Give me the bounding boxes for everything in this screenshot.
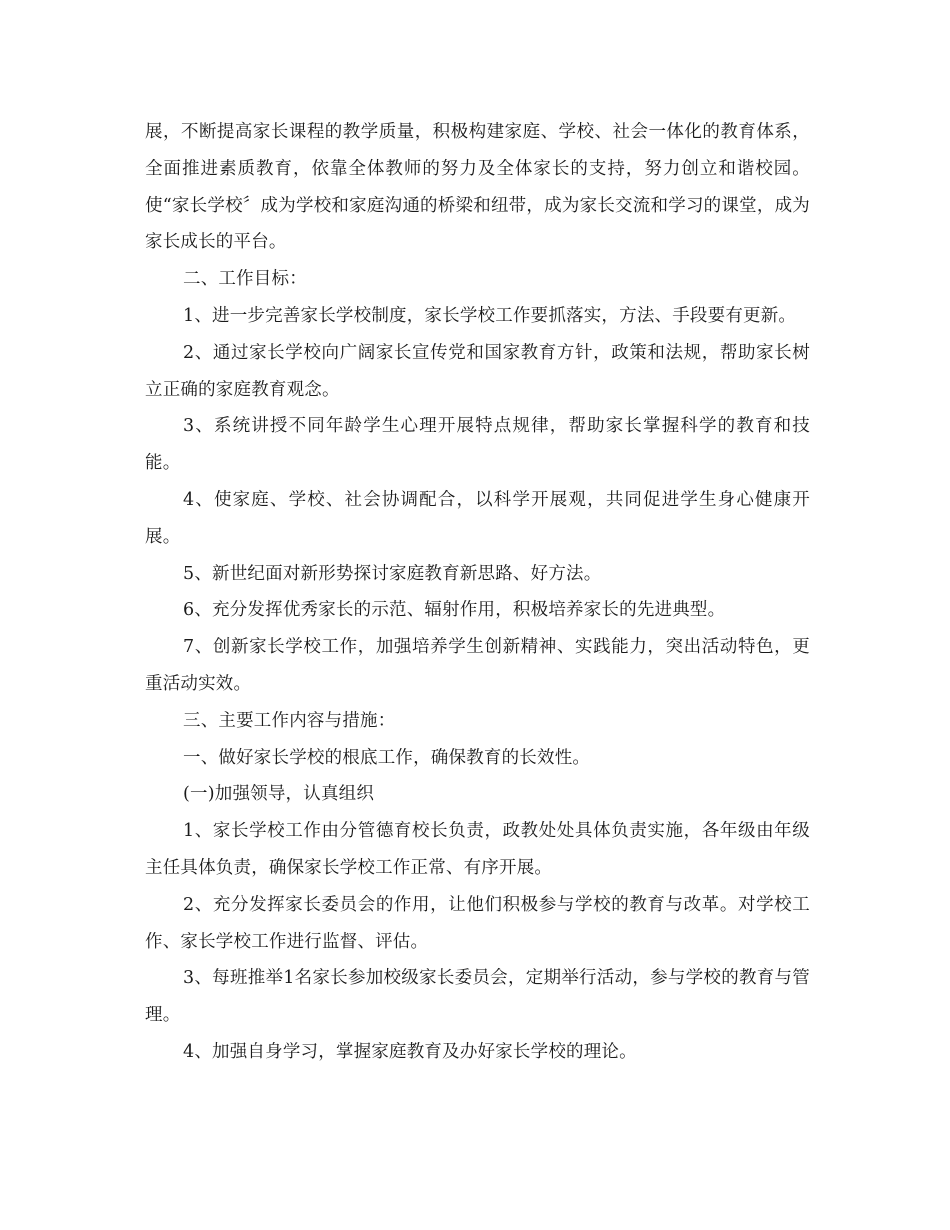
paragraph: 2、通过家长学校向广阔家长宣传党和国家教育方针，政策和法规，帮助家长树立正确的家庭教育观念。 bbox=[145, 342, 810, 400]
paragraph: 1、家长学校工作由分管德育校长负责，政教处处具体负责实施，各年级由年级主任具体负责，确保家长学校工作正常、有序开展。 bbox=[145, 821, 810, 878]
paragraph: 7、创新家长学校工作，加强培养学生创新精神、实践能力，突出活动特色，更重活动实效。 bbox=[145, 637, 810, 694]
paragraph: 3、每班推举1名家长参加校级家长委员会，定期举行活动，参与学校的教育与管理。 bbox=[145, 968, 810, 1026]
subsection-heading: (一)加强领导，认真组织 bbox=[183, 784, 375, 805]
paragraph: 1、进一步完善家长学校制度，家长学校工作要抓落实，方法、手段要有更新。 bbox=[183, 305, 797, 326]
paragraph: 5、新世纪面对新形势探讨家庭教育新思路、好方法。 bbox=[183, 563, 602, 584]
section-heading-goals: 二、工作目标： bbox=[183, 269, 307, 290]
paragraph: 6、充分发挥优秀家长的示范、辐射作用，积极培养家长的先进典型。 bbox=[183, 600, 726, 621]
document-body bbox=[145, 114, 810, 1071]
paragraph: 2、充分发挥家长委员会的作用，让他们积极参与学校的教育与改革。对学校工作、家长学校工作进行监督、评估。 bbox=[145, 894, 810, 952]
subsection-heading: 一、做好家长学校的根底工作，确保教育的长效性。 bbox=[183, 747, 591, 768]
paragraph: 4、使家庭、学校、社会协调配合，以科学开展观，共同促进学生身心健康开展。 bbox=[145, 489, 810, 547]
section-heading-measures: 三、主要工作内容与措施： bbox=[183, 710, 396, 731]
paragraph: 4、加强自身学习，掌握家庭教育及办好家长学校的理论。 bbox=[183, 1041, 637, 1062]
paragraph: 3、系统讲授不同年龄学生心理开展特点规律，帮助家长掌握科学的教育和技能。 bbox=[145, 416, 810, 474]
paragraph: 展，不断提高家长课程的教学质量，积极构建家庭、学校、社会一体化的教育体系，全面推进素质教育，依靠全体教师的努力及全体家长的支持，努力创立和谐校园。使“家长学校〞成为学校和家庭沟通的桥梁和纽带，成为家长交流和学习的课堂，成为家长成长的平台。 bbox=[145, 122, 810, 253]
